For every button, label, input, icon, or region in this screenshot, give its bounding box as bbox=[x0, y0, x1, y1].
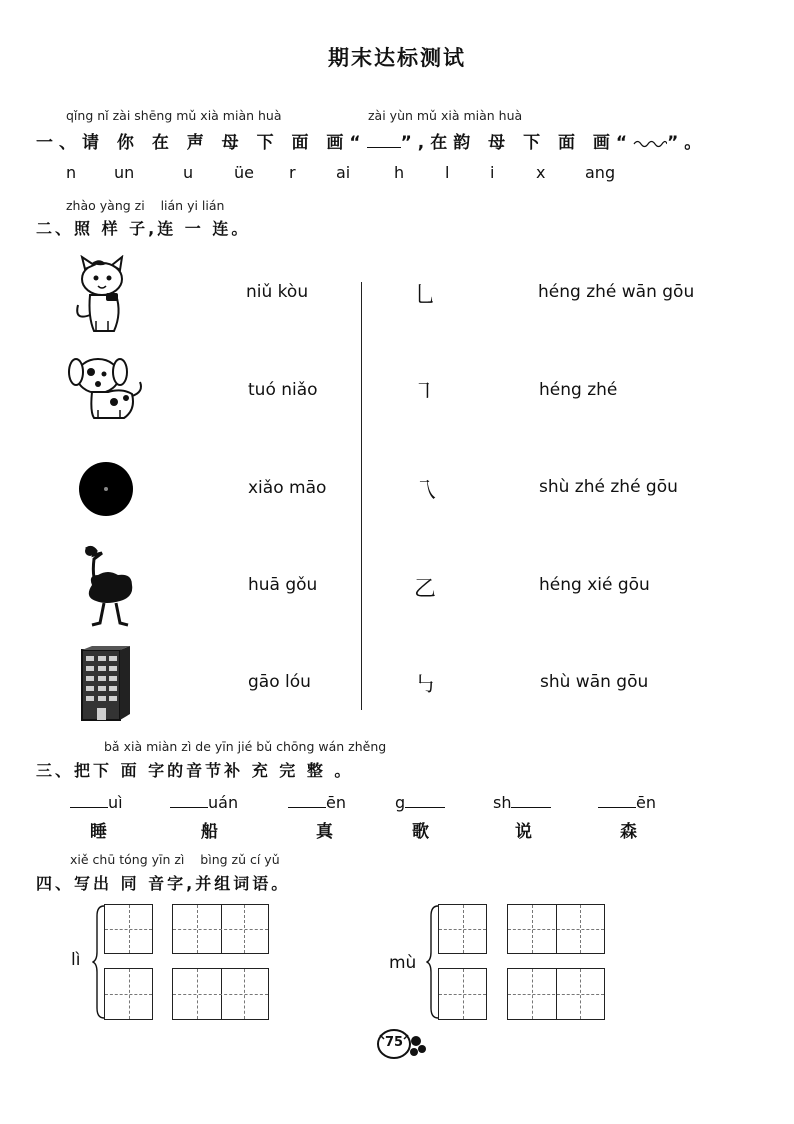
syllable-item[interactable]: sh bbox=[493, 793, 551, 812]
writing-grid[interactable] bbox=[104, 904, 153, 954]
letter-item[interactable]: r bbox=[289, 163, 296, 182]
writing-grid[interactable] bbox=[507, 968, 605, 1020]
word-right[interactable]: shù wān gōu bbox=[540, 672, 649, 692]
letter-item[interactable]: x bbox=[536, 163, 546, 182]
cat-picture bbox=[70, 255, 132, 335]
letter-item[interactable]: i bbox=[490, 163, 495, 182]
word-left[interactable]: xiǎo māo bbox=[248, 478, 327, 498]
page-number-badge bbox=[372, 1027, 430, 1061]
word-left[interactable]: gāo lóu bbox=[248, 672, 311, 692]
q1-text-b: ”,在韵 母 下 面 画“ bbox=[400, 133, 634, 153]
q3-pinyin: bǎ xià miàn zì de yīn jié bǔ chōng wán zhěng bbox=[104, 739, 387, 754]
writing-grid[interactable] bbox=[172, 904, 269, 954]
divider-line bbox=[361, 282, 362, 710]
dog-picture bbox=[64, 352, 146, 424]
word-right[interactable]: shù zhé zhé gōu bbox=[539, 477, 678, 497]
hanzi-char: 森 bbox=[620, 822, 637, 842]
syllable-item[interactable]: uán bbox=[170, 793, 238, 812]
syllable-item[interactable]: g bbox=[395, 793, 445, 812]
q4-instruction: 四、写出 同 音字,并组词语。 bbox=[36, 874, 291, 893]
syllable-item[interactable]: ēn bbox=[288, 793, 346, 812]
stroke-glyph[interactable]: ㇉ bbox=[414, 673, 437, 698]
letter-item[interactable]: h bbox=[394, 163, 405, 182]
q1-instruction bbox=[36, 128, 707, 153]
letter-item[interactable]: ai bbox=[336, 163, 351, 182]
wavy-line-sample bbox=[633, 138, 667, 148]
writing-grid[interactable] bbox=[507, 904, 605, 954]
group-label-li: lì bbox=[71, 950, 81, 970]
q2-instruction: 二、照 样 子,连 一 连。 bbox=[36, 219, 251, 238]
letter-item[interactable]: un bbox=[114, 163, 135, 182]
syllable-item[interactable]: uì bbox=[70, 793, 123, 812]
q1-text-c: ”。 bbox=[667, 133, 708, 153]
hanzi-char: 说 bbox=[515, 822, 532, 842]
stroke-glyph[interactable]: ㇕ bbox=[413, 380, 436, 405]
word-left[interactable]: huā gǒu bbox=[248, 575, 318, 595]
q1-pinyin-a: qǐng nǐ zài shēng mǔ xià miàn huà bbox=[66, 108, 282, 123]
q1-pinyin-b: zài yùn mǔ xià miàn huà bbox=[368, 108, 523, 123]
writing-grid[interactable] bbox=[438, 904, 487, 954]
word-right[interactable]: héng xié gōu bbox=[539, 575, 650, 595]
q3-instruction: 三、把下 面 字的音节补 充 完 整 。 bbox=[36, 761, 354, 780]
syllable-item[interactable]: ēn bbox=[598, 793, 656, 812]
q1-text-a: 一、请 你 在 声 母 下 面 画“ bbox=[36, 133, 367, 153]
writing-grid[interactable] bbox=[438, 968, 487, 1020]
page-number: 75 bbox=[384, 1035, 404, 1050]
black-circle-picture bbox=[78, 461, 134, 517]
building-picture bbox=[78, 644, 134, 722]
writing-grid[interactable] bbox=[172, 968, 269, 1020]
word-right[interactable]: héng zhé wān gōu bbox=[538, 282, 695, 302]
letter-item[interactable]: üe bbox=[234, 163, 254, 182]
hanzi-char: 睡 bbox=[90, 822, 107, 842]
letter-item[interactable]: ang bbox=[585, 163, 616, 182]
ostrich-picture bbox=[76, 545, 138, 627]
group-label-mu: mù bbox=[389, 953, 417, 973]
word-left[interactable]: niǔ kòu bbox=[246, 282, 309, 302]
stroke-glyph[interactable]: 乁 bbox=[414, 479, 437, 504]
word-right[interactable]: héng zhé bbox=[539, 380, 618, 400]
hanzi-char: 真 bbox=[316, 822, 333, 842]
hanzi-char: 歌 bbox=[412, 822, 429, 842]
q2-pinyin: zhào yàng zi lián yi lián bbox=[66, 198, 225, 213]
writing-grid[interactable] bbox=[104, 968, 153, 1020]
word-left[interactable]: tuó niǎo bbox=[248, 380, 318, 400]
letter-item[interactable]: l bbox=[445, 163, 450, 182]
stroke-glyph[interactable]: 乚 bbox=[414, 283, 437, 308]
hanzi-char: 船 bbox=[201, 822, 218, 842]
stroke-glyph[interactable]: 乙 bbox=[414, 577, 437, 602]
underline-sample bbox=[367, 146, 401, 148]
q4-pinyin: xiě chū tóng yīn zì bìng zǔ cí yǔ bbox=[70, 852, 280, 867]
letter-item[interactable]: n bbox=[66, 163, 77, 182]
page-title: 期末达标测试 bbox=[328, 46, 466, 70]
letter-item[interactable]: u bbox=[183, 163, 194, 182]
